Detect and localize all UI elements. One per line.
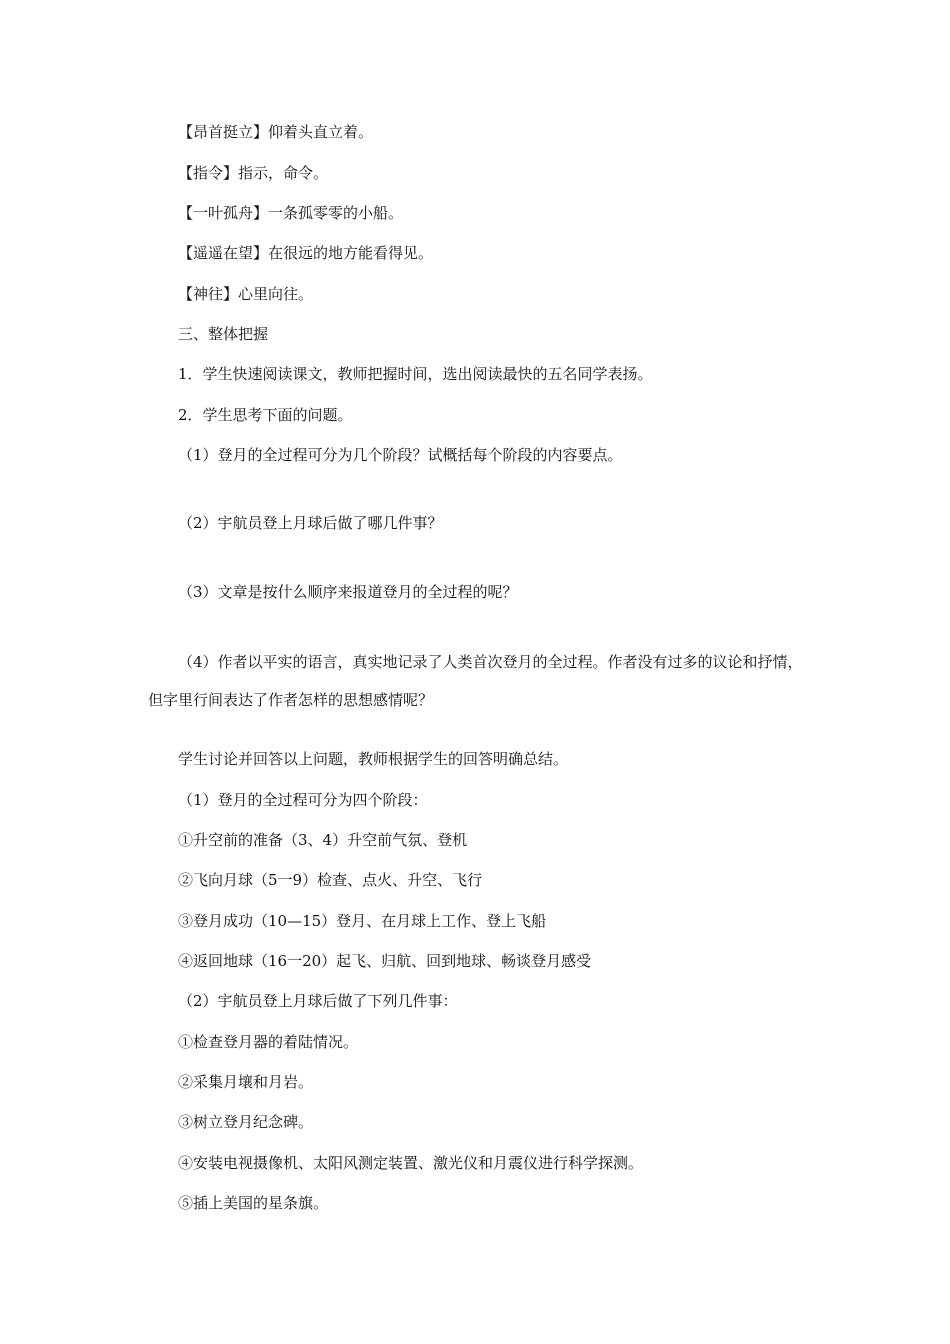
question-2: （2）宇航员登上月球后做了哪几件事？ — [178, 514, 443, 532]
step-1: 1．学生快速阅读课文，教师把握时间，选出阅读最快的五名同学表扬。 — [178, 365, 653, 383]
vocab-yaoyao: 【遥遥在望】在很远的地方能看得见。 — [178, 244, 434, 262]
answer-2-item-1: ①检查登月器的着陆情况。 — [178, 1033, 359, 1051]
vocab-zhiling: 【指令】指示，命令。 — [178, 164, 329, 182]
answer-1-stage-1: ①升空前的准备（3、4）升空前气氛、登机 — [178, 831, 468, 849]
question-3: （3）文章是按什么顺序来报道登月的全过程的呢？ — [178, 583, 518, 601]
answer-1-stage-3: ③登月成功（10—15）登月、在月球上工作、登上飞船 — [178, 912, 547, 930]
answer-2-heading: （2）宇航员登上月球后做了下列几件事： — [178, 992, 458, 1010]
question-4: （4）作者以平实的语言，真实地记录了人类首次登月的全过程。作者没有过多的议论和抒情，但字里行间表达了作者怎样的思想感情呢？ — [148, 653, 803, 709]
answer-1-stage-4: ④返回地球（16一20）起飞、归航、回到地球、畅谈登月感受 — [178, 952, 592, 970]
section-heading: 三、整体把握 — [178, 325, 269, 343]
question-1: （1）登月的全过程可分为几个阶段？试概括每个阶段的内容要点。 — [178, 446, 623, 464]
vocab-yiye: 【一叶孤舟】一条孤零零的小船。 — [178, 204, 404, 222]
answer-2-item-4: ④安装电视摄像机、太阳风测定装置、激光仪和月震仪进行科学探测。 — [178, 1154, 644, 1172]
answer-2-item-3: ③树立登月纪念碑。 — [178, 1113, 314, 1131]
answer-1-stage-2: ②飞向月球（5一9）检查、点火、升空、飞行 — [178, 871, 483, 889]
answer-2-item-5: ⑤插上美国的星条旗。 — [178, 1194, 329, 1212]
step-2: 2．学生思考下面的问题。 — [178, 406, 353, 424]
answer-1-heading: （1）登月的全过程可分为四个阶段： — [178, 791, 428, 809]
answer-2-item-2: ②采集月壤和月岩。 — [178, 1073, 314, 1091]
discussion-intro: 学生讨论并回答以上问题，教师根据学生的回答明确总结。 — [178, 750, 569, 768]
vocab-shenwang: 【神往】心里向往。 — [178, 285, 314, 303]
vocab-angshou: 【昂首挺立】仰着头直立着。 — [178, 123, 374, 141]
